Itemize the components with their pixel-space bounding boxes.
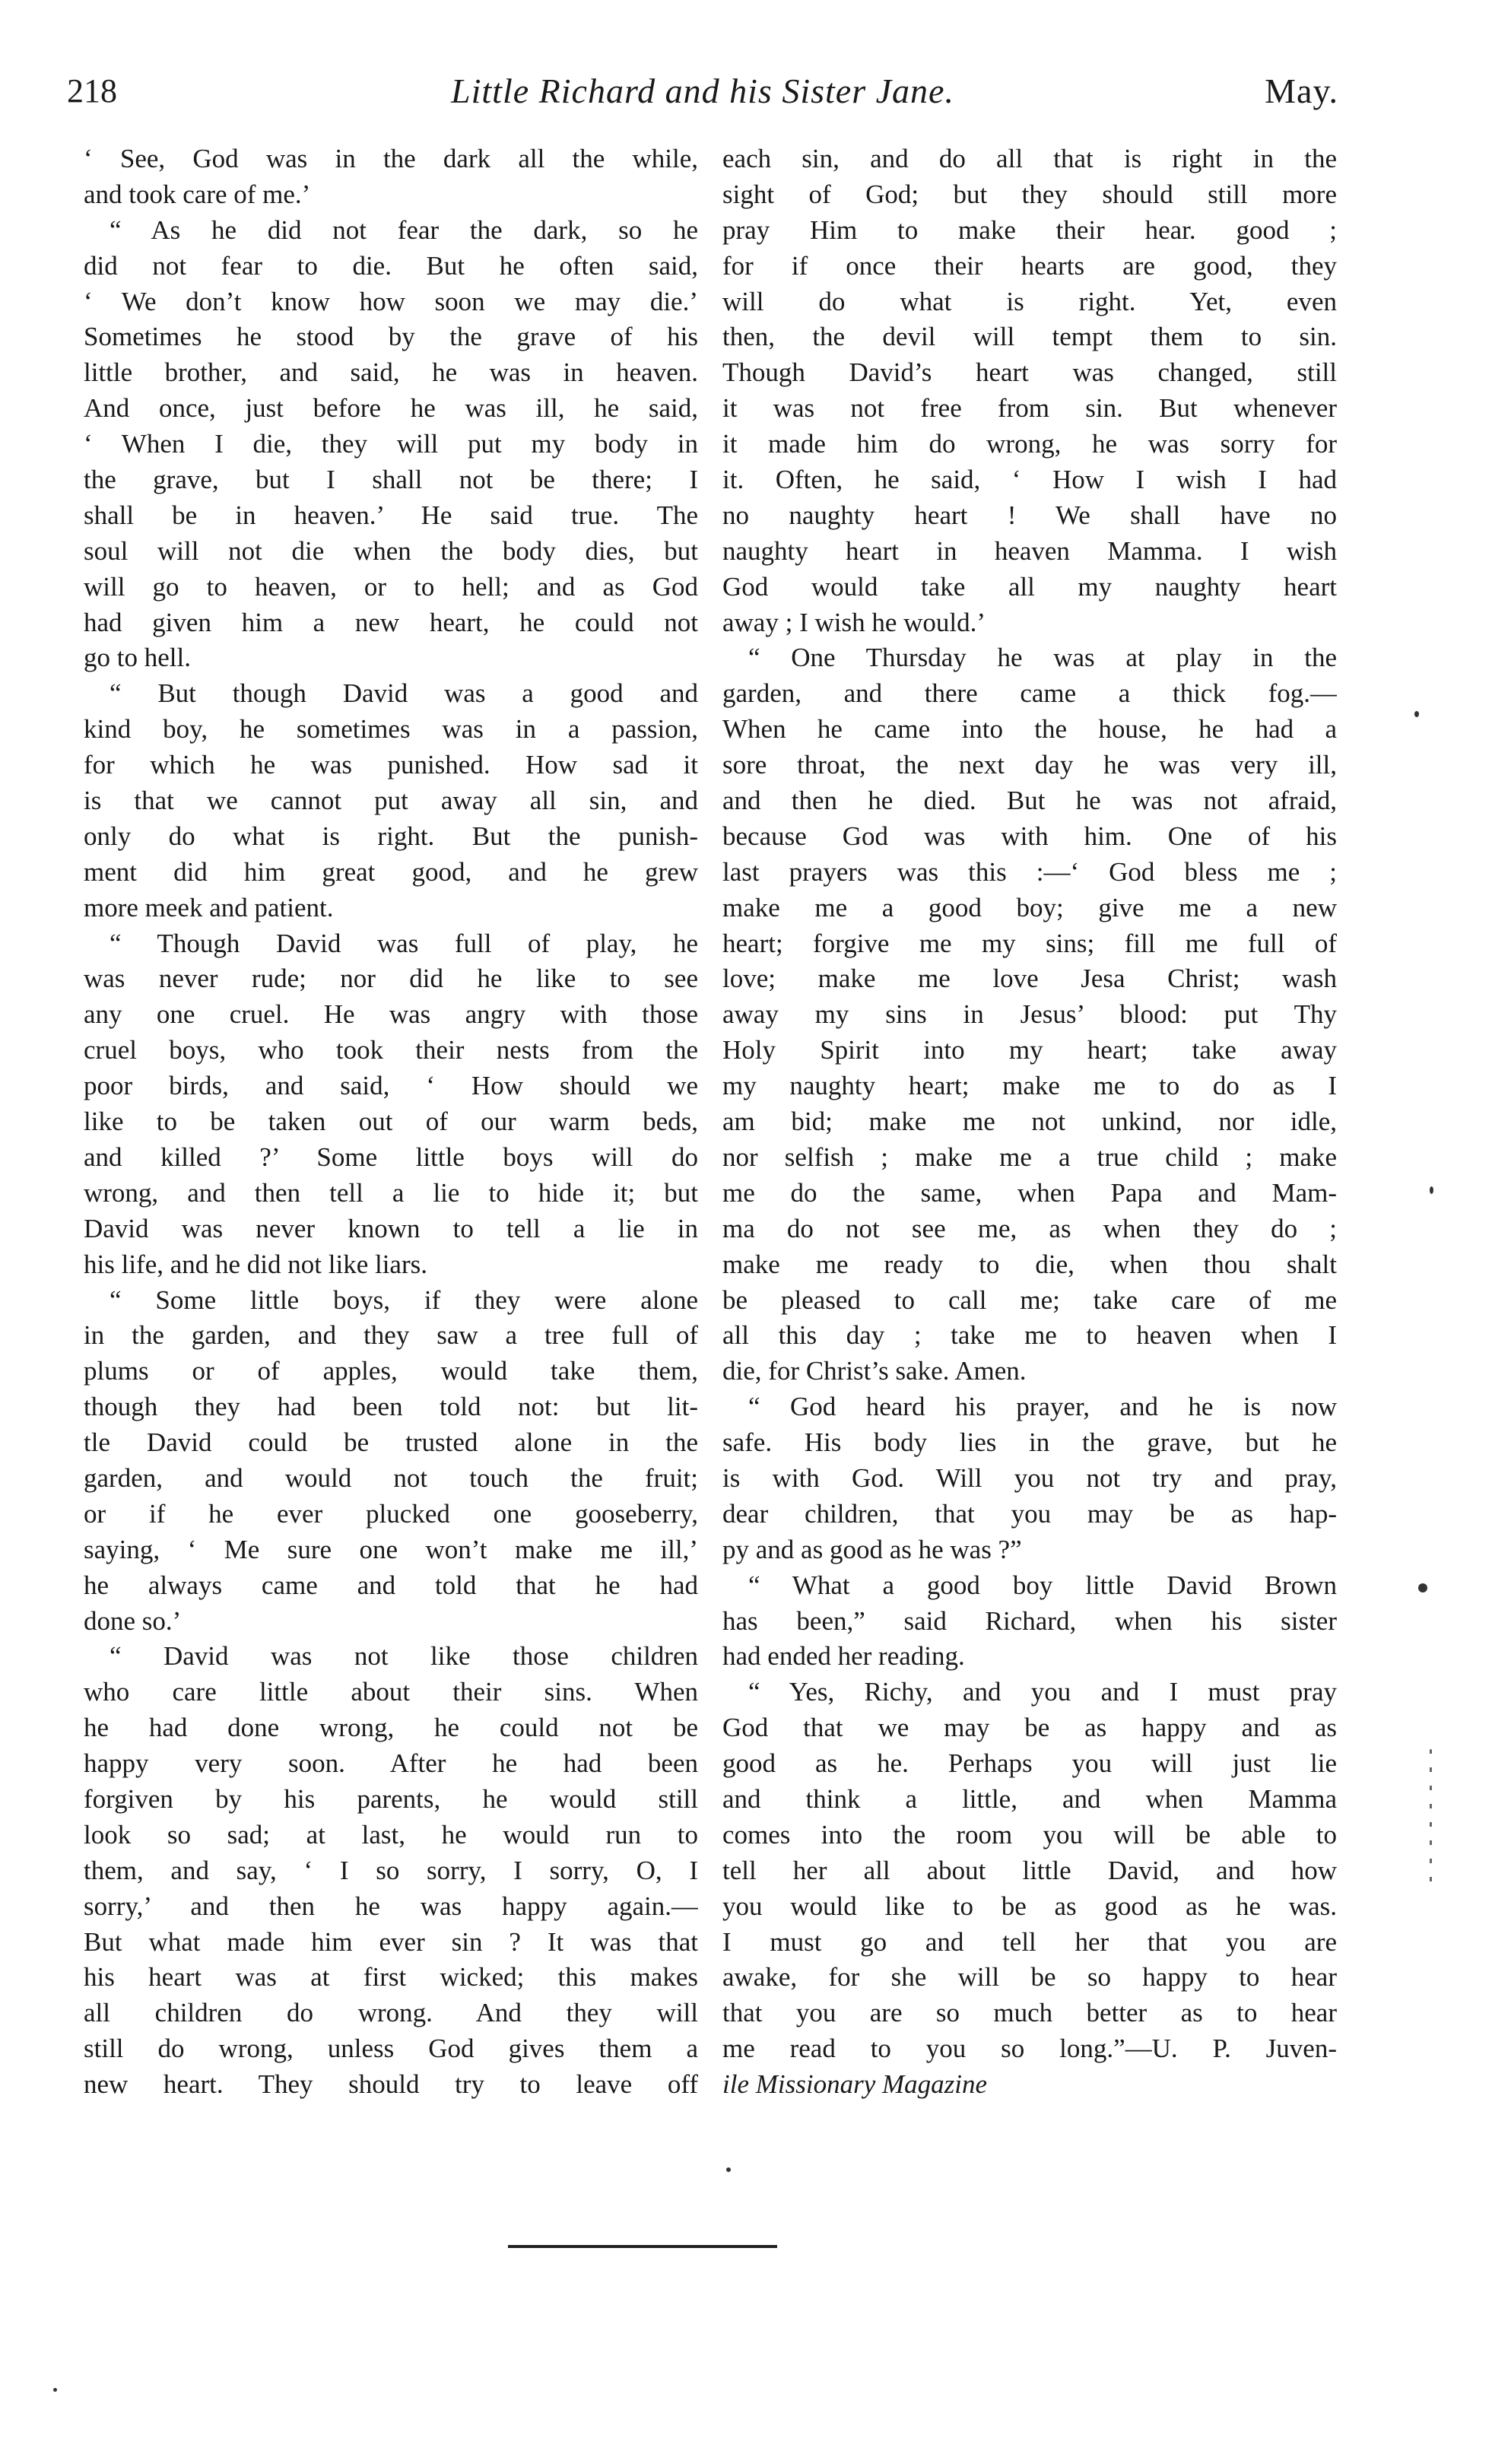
text-line: sorry,’ and then he was happy again.—: [84, 1891, 698, 1921]
text-line: shall be in heaven.’ He said true. The: [84, 500, 698, 530]
text-line: new heart. They should try to leave off: [84, 2069, 698, 2100]
text-line: had given him a new heart, he could not: [84, 607, 698, 637]
print-speck: [53, 2388, 57, 2392]
text-line: comes into the room you will be able to: [722, 1819, 1337, 1850]
text-line: Holy Spirit into my heart; take away: [722, 1035, 1337, 1065]
text-line: he had done wrong, he could not be: [84, 1713, 698, 1743]
text-line: “ One Thursday he was at play in the: [748, 643, 1337, 673]
text-line: tle David could be trusted alone in the: [84, 1427, 698, 1458]
text-line: “ But though David was a good and: [110, 678, 698, 709]
text-line: “ Some little boys, if they were alone: [110, 1284, 698, 1315]
text-line: naughty heart in heaven Mamma. I wish: [722, 535, 1337, 566]
text-line: will go to heaven, or to hell; and as God: [84, 571, 698, 602]
text-line: ma do not see me, as when they do ;: [722, 1213, 1337, 1243]
text-line: still do wrong, unless God gives them a: [84, 2034, 698, 2064]
left-text-column: [84, 141, 698, 2149]
text-line: ile Missionary Magazine: [722, 2069, 988, 2100]
text-line: Though David’s heart was changed, still: [722, 357, 1337, 388]
text-line: kind boy, he sometimes was in a passion,: [84, 714, 698, 745]
running-month: May.: [1265, 71, 1338, 110]
page-number: 218: [67, 72, 117, 110]
text-line: tell her all about little David, and how: [722, 1855, 1337, 1885]
text-line: safe. His body lies in the grave, but he: [722, 1427, 1337, 1458]
print-speck: [1430, 1186, 1433, 1194]
text-line: no naughty heart ! We shall have no: [722, 500, 1337, 530]
text-line: ment did him great good, and he grew: [84, 856, 698, 887]
text-line: “ God heard his prayer, and he is now: [748, 1392, 1337, 1422]
text-line: happy very soon. After he had been: [84, 1748, 698, 1779]
text-line: am bid; make me not unkind, nor idle,: [722, 1107, 1337, 1137]
right-text-column: [722, 141, 1337, 2149]
text-line: saying, ‘ Me sure one won’t make me ill,’: [84, 1534, 698, 1564]
text-line: them, and say, ‘ I so sorry, I sorry, O, I: [84, 1855, 698, 1885]
text-line: ‘ When I die, they will put my body in: [84, 429, 698, 459]
text-line: because God was with him. One of his: [722, 821, 1337, 851]
text-line: and then he died. But he was not afraid,: [722, 786, 1337, 816]
text-line: awake, for she will be so happy to hear: [722, 1962, 1337, 1992]
text-line: his life, and he did not like liars.: [84, 1249, 427, 1279]
print-speck: [726, 2167, 731, 2172]
text-line: But what made him ever sin ? It was that: [84, 1926, 698, 1957]
text-line: When he came into the house, he had a: [722, 714, 1337, 745]
text-line: is with God. Will you not try and pray,: [722, 1462, 1337, 1493]
text-line: ‘ We don’t know how soon we may die.’: [84, 286, 698, 316]
text-line: and killed ?’ Some little boys will do: [84, 1142, 698, 1172]
text-line: each sin, and do all that is right in the: [722, 144, 1337, 173]
text-line: it was not free from sin. But whenever: [722, 393, 1337, 424]
text-line: me read to you so long.”—U. P. Juven-: [722, 2034, 1337, 2064]
text-line: go to hell.: [84, 643, 191, 673]
text-line: heart; forgive me my sins; fill me full of: [722, 928, 1337, 958]
running-header: [67, 68, 1338, 122]
text-line: has been,” said Richard, when his sister: [722, 1605, 1337, 1636]
text-line: ‘ See, God was in the dark all the while,: [84, 144, 698, 173]
text-line: make me ready to die, when thou shalt: [722, 1249, 1337, 1279]
text-line: “ David was not like those children: [110, 1641, 698, 1672]
text-line: garden, and there came a thick fog.—: [722, 678, 1337, 709]
text-line: David was never known to tell a lie in: [84, 1213, 698, 1243]
text-line: away ; I wish he would.’: [722, 607, 986, 637]
text-line: it. Often, he said, ‘ How I wish I had: [722, 465, 1337, 495]
text-line: dear children, that you may be as hap-: [722, 1498, 1337, 1529]
text-line: make me a good boy; give me a new: [722, 892, 1337, 922]
text-line: only do what is right. But the punish-: [84, 821, 698, 851]
text-line: the grave, but I shall not be there; I: [84, 465, 698, 495]
text-line: Sometimes he stood by the grave of his: [84, 322, 698, 352]
text-line: any one cruel. He was angry with those: [84, 999, 698, 1030]
text-line: py and as good as he was ?”: [722, 1534, 1022, 1564]
print-speck: [1430, 1749, 1432, 1894]
text-line: in the garden, and they saw a tree full of: [84, 1320, 698, 1351]
text-line: pray Him to make their hear. good ;: [722, 214, 1337, 245]
print-speck: [1418, 1583, 1427, 1592]
text-line: and think a little, and when Mamma: [722, 1783, 1337, 1814]
text-line: little brother, and said, he was in heaven.: [84, 357, 698, 388]
text-line: you would like to be as good as he was.: [722, 1891, 1337, 1921]
text-line: “ Though David was full of play, he: [110, 928, 698, 958]
text-line: me do the same, when Papa and Mam-: [722, 1177, 1337, 1208]
text-line: nor selfish ; make me a true child ; make: [722, 1142, 1337, 1172]
text-line: “ What a good boy little David Brown: [748, 1570, 1337, 1600]
text-line: done so.’: [84, 1605, 182, 1636]
text-line: die, for Christ’s sake. Amen.: [722, 1356, 1027, 1386]
text-line: all children do wrong. And they will: [84, 1998, 698, 2028]
text-line: God that we may be as happy and as: [722, 1713, 1337, 1743]
text-line: poor birds, and said, ‘ How should we: [84, 1071, 698, 1101]
text-line: away my sins in Jesus’ blood: put Thy: [722, 999, 1337, 1030]
text-line: wrong, and then tell a lie to hide it; but: [84, 1177, 698, 1208]
text-line: And once, just before he was ill, he said,: [84, 393, 698, 424]
text-line: be pleased to call me; take care of me: [722, 1284, 1337, 1315]
text-line: he always came and told that he had: [84, 1570, 698, 1600]
text-line: who care little about their sins. When: [84, 1677, 698, 1707]
text-line: plums or of apples, would take them,: [84, 1356, 698, 1386]
text-line: I must go and tell her that you are: [722, 1926, 1337, 1957]
print-speck: [1414, 711, 1419, 717]
text-line: will do what is right. Yet, even: [722, 286, 1337, 316]
text-line: forgiven by his parents, he would still: [84, 1783, 698, 1814]
text-line: or if he ever plucked one gooseberry,: [84, 1498, 698, 1529]
text-line: cruel boys, who took their nests from the: [84, 1035, 698, 1065]
text-line: then, the devil will tempt them to sin.: [722, 322, 1337, 352]
text-line: look so sad; at last, he would run to: [84, 1819, 698, 1850]
text-line: for if once their hearts are good, they: [722, 250, 1337, 281]
text-line: “ Yes, Richy, and you and I must pray: [748, 1677, 1337, 1707]
text-line: love; make me love Jesa Christ; wash: [722, 964, 1337, 994]
text-line: my naughty heart; make me to do as I: [722, 1071, 1337, 1101]
text-line: for which he was punished. How sad it: [84, 750, 698, 780]
end-rule: [508, 2245, 777, 2248]
text-line: more meek and patient.: [84, 892, 334, 922]
text-line: “ As he did not fear the dark, so he: [110, 214, 698, 245]
text-line: had ended her reading.: [722, 1641, 965, 1672]
text-line: soul will not die when the body dies, but: [84, 535, 698, 566]
text-line: sore throat, the next day he was very ill,: [722, 750, 1337, 780]
text-line: all this day ; take me to heaven when I: [722, 1320, 1337, 1351]
text-line: garden, and would not touch the fruit;: [84, 1462, 698, 1493]
text-line: was never rude; nor did he like to see: [84, 964, 698, 994]
text-line: God would take all my naughty heart: [722, 571, 1337, 602]
running-title: Little Richard and his Sister Jane.: [451, 71, 954, 110]
text-line: good as he. Perhaps you will just lie: [722, 1748, 1337, 1779]
text-line: sight of God; but they should still more: [722, 179, 1337, 209]
text-line: is that we cannot put away all sin, and: [84, 786, 698, 816]
text-line: did not fear to die. But he often said,: [84, 250, 698, 281]
text-line: that you are so much better as to hear: [722, 1998, 1337, 2028]
text-line: his heart was at first wicked; this makes: [84, 1962, 698, 1992]
text-line: it made him do wrong, he was sorry for: [722, 429, 1337, 459]
text-line: and took care of me.’: [84, 179, 311, 209]
text-line: like to be taken out of our warm beds,: [84, 1107, 698, 1137]
text-line: though they had been told not: but lit-: [84, 1392, 698, 1422]
text-line: last prayers was this :—‘ God bless me ;: [722, 856, 1337, 887]
